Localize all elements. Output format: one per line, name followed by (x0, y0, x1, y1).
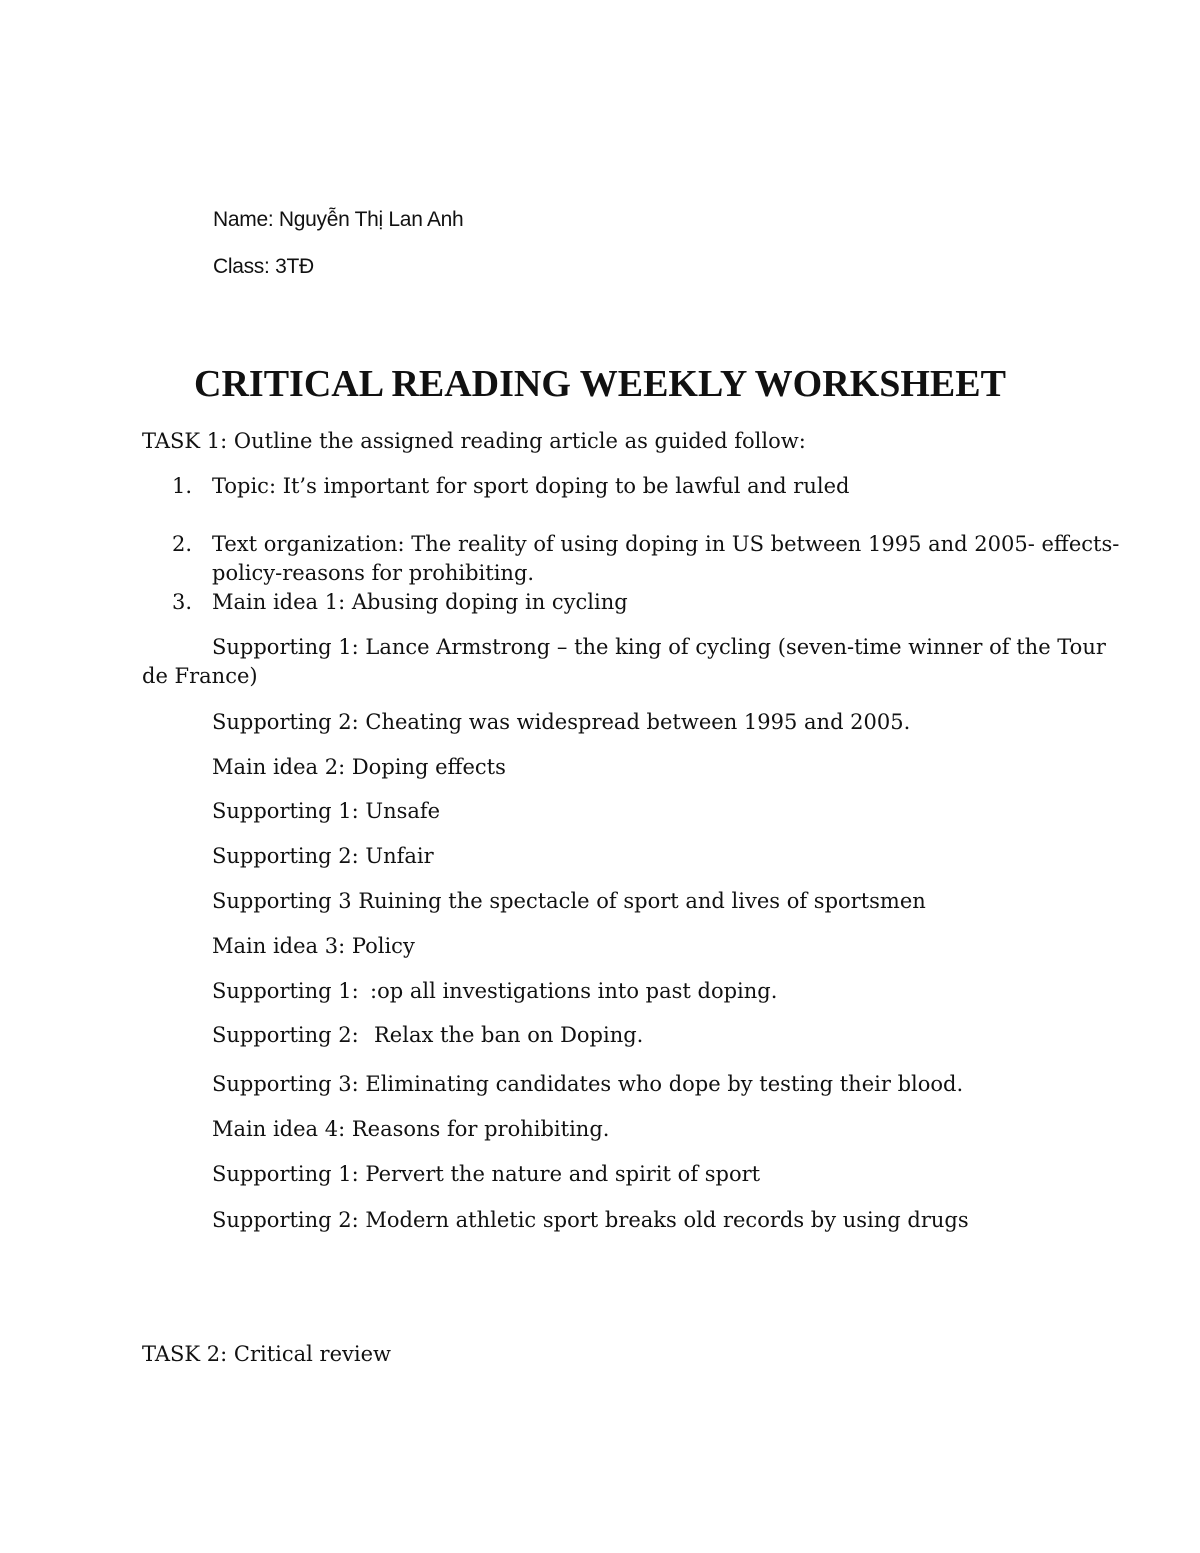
topic-item: Topic: It’s important for sport doping to be lawful and ruled (212, 474, 850, 498)
main-idea-2-supporting-1: Supporting 1: Unsafe (212, 799, 441, 823)
page-title: CRITICAL READING WEEKLY WORKSHEET (194, 363, 1006, 405)
student-class: Class: 3TĐ (213, 255, 314, 278)
task2-heading: TASK 2: Critical review (142, 1342, 391, 1366)
main-idea-3-supporting-3: Supporting 3: Eliminating candidates who dope by testing their blood. (212, 1072, 964, 1096)
list-number-1: 1. (172, 474, 193, 498)
main-idea-3-supporting-1-text: :op all investigations into past doping. (370, 979, 778, 1003)
main-idea-1-supporting-1-continuation: de France) (142, 664, 258, 688)
text-organization-item: Text organization: The reality of using doping in US between 1995 and 2005- effects- (212, 532, 1120, 556)
main-idea-4-supporting-1: Supporting 1: Pervert the nature and spirit of sport (212, 1162, 761, 1186)
main-idea-3-supporting-2-label: Supporting 2: (212, 1023, 359, 1047)
main-idea-4-supporting-2: Supporting 2: Modern athletic sport breaks old records by using drugs (212, 1208, 969, 1232)
list-number-3: 3. (172, 590, 193, 614)
main-idea-1: Main idea 1: Abusing doping in cycling (212, 590, 628, 614)
list-number-2: 2. (172, 532, 193, 556)
main-idea-2-supporting-3: Supporting 3 Ruining the spectacle of sport and lives of sportsmen (212, 889, 926, 913)
main-idea-3-supporting-1-label: Supporting 1: (212, 979, 359, 1003)
main-idea-3: Main idea 3: Policy (212, 934, 415, 958)
main-idea-3-supporting-2-text: Relax the ban on Doping. (374, 1023, 644, 1047)
text-organization-continuation: policy-reasons for prohibiting. (212, 561, 535, 585)
student-name: Name: Nguyễn Thị Lan Anh (213, 208, 464, 231)
main-idea-2: Main idea 2: Doping effects (212, 755, 506, 779)
main-idea-1-supporting-1: Supporting 1: Lance Armstrong – the king of cycling (seven-time winner of the Tour (212, 635, 1106, 659)
main-idea-2-supporting-2: Supporting 2: Unfair (212, 844, 434, 868)
task1-heading: TASK 1: Outline the assigned reading article as guided follow: (142, 429, 806, 453)
main-idea-4: Main idea 4: Reasons for prohibiting. (212, 1117, 610, 1141)
main-idea-1-supporting-2: Supporting 2: Cheating was widespread between 1995 and 2005. (212, 710, 911, 734)
